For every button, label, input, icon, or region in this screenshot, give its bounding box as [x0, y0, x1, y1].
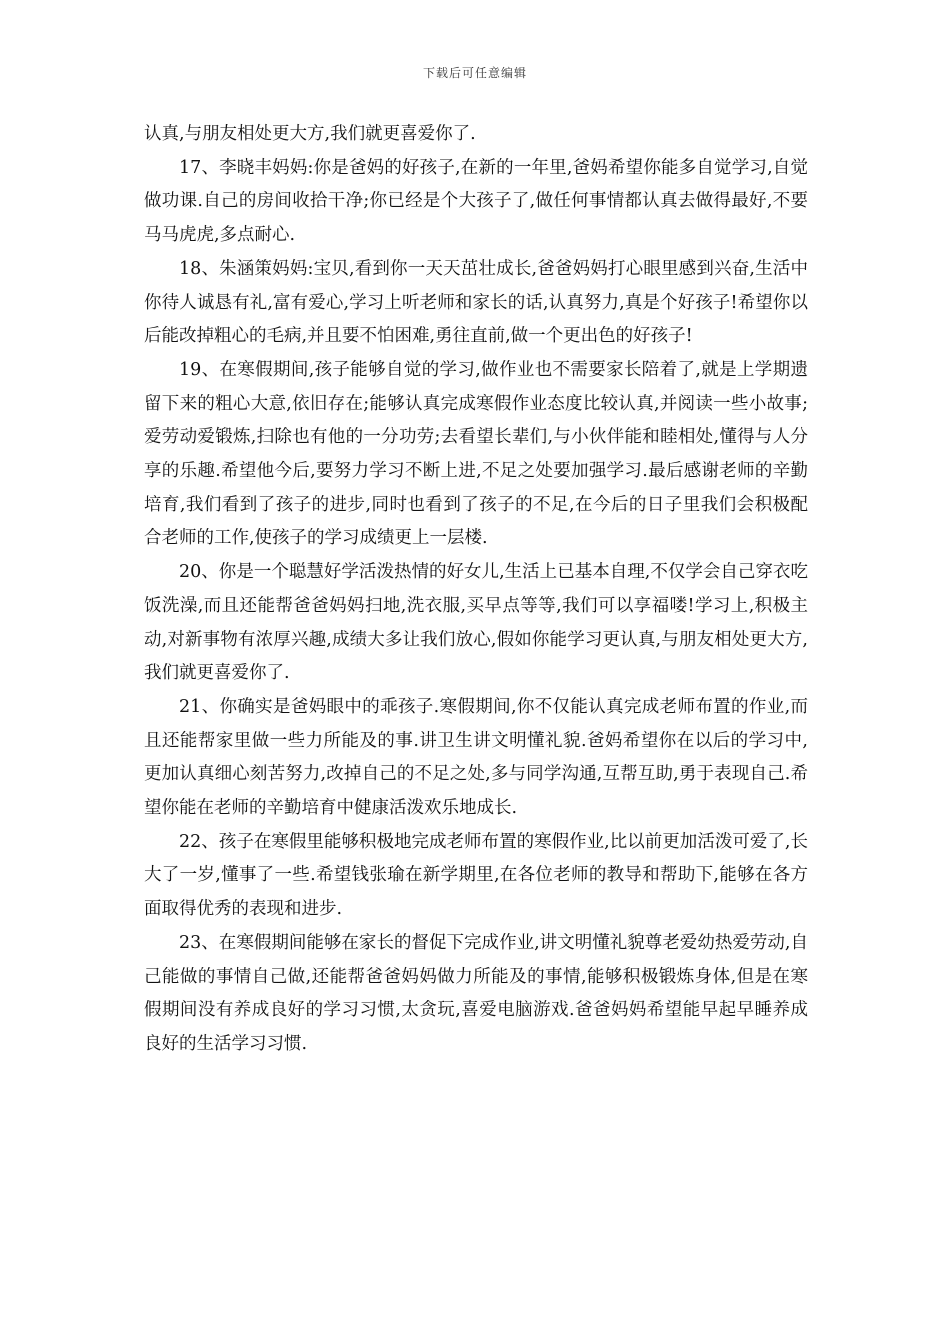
page-header: 下载后可任意编辑 — [422, 66, 527, 80]
paragraph-17: 17、李晓丰妈妈:你是爸妈的好孩子,在新的一年里,爸妈希望你能多自觉学习,自觉做功课.自己的房间收拾干净;你已经是个大孩子了,做任何事情都认真去做得最好,不要马马虎虎,多点耐心. — [144, 157, 808, 246]
paragraph-20: 20、你是一个聪慧好学活泼热情的好女儿,生活上已基本自理,不仅学会自己穿衣吃饭洗澡,而且还能帮爸爸妈妈扫地,洗衣服,买早点等等,我们可以享福喽!学习上,积极主动,对新事物有浓厚兴趣,成绩大多让我们放心,假如你能学习更认真,与朋友相处更大方,我们就更喜爱你了. — [144, 562, 808, 684]
document-body — [144, 118, 808, 1062]
paragraph-18: 18、朱涵策妈妈:宝贝,看到你一天天茁壮成长,爸爸妈妈打心眼里感到兴奋,生活中你待人诚恳有礼,富有爱心,学习上听老师和家长的话,认真努力,真是个好孩子!希望你以后能改掉粗心的毛病,并且要不怕困难,勇往直前,做一个更出色的好孩子! — [144, 258, 808, 347]
paragraph-19: 19、在寒假期间,孩子能够自觉的学习,做作业也不需要家长陪着了,就是上学期遗留下来的粗心大意,依旧存在;能够认真完成寒假作业态度比较认真,并阅读一些小故事;爱劳动爱锻炼,扫除也有他的一分功劳;去看望长辈们,与小伙伴能和睦相处,懂得与人分享的乐趣.希望他今后,要努力学习不断上进,不足之处要加强学习.最后感谢老师的辛勤培育,我们看到了孩子的进步,同时也看到了孩子的不足,在今后的日子里我们会积极配合老师的工作,使孩子的学习成绩更上一层楼. — [144, 359, 808, 549]
paragraph-21: 21、你确实是爸妈眼中的乖孩子.寒假期间,你不仅能认真完成老师布置的作业,而且还能帮家里做一些力所能及的事.讲卫生讲文明懂礼貌.爸妈希望你在以后的学习中,更加认真细心刻苦努力,改掉自己的不足之处,多与同学沟通,互帮互助,勇于表现自己.希望你能在老师的辛勤培育中健康活泼欢乐地成长. — [144, 696, 808, 819]
paragraph-23: 23、在寒假期间能够在家长的督促下完成作业,讲文明懂礼貌尊老爱幼热爱劳动,自己能做的事情自己做,还能帮爸爸妈妈做力所能及的事情,能够积极锻炼身体,但是在寒假期间没有养成良好的学习习惯,太贪玩,喜爱电脑游戏.爸爸妈妈希望能早起早睡养成良好的生活学习习惯. — [144, 932, 808, 1054]
paragraph-continued: 认真,与朋友相处更大方,我们就更喜爱你了. — [144, 124, 476, 144]
paragraph-22: 22、孩子在寒假里能够积极地完成老师布置的寒假作业,比以前更加活泼可爱了,长大了一岁,懂事了一些.希望钱张瑜在新学期里,在各位老师的教导和帮助下,能够在各方面取得优秀的表现和进步. — [144, 831, 808, 920]
